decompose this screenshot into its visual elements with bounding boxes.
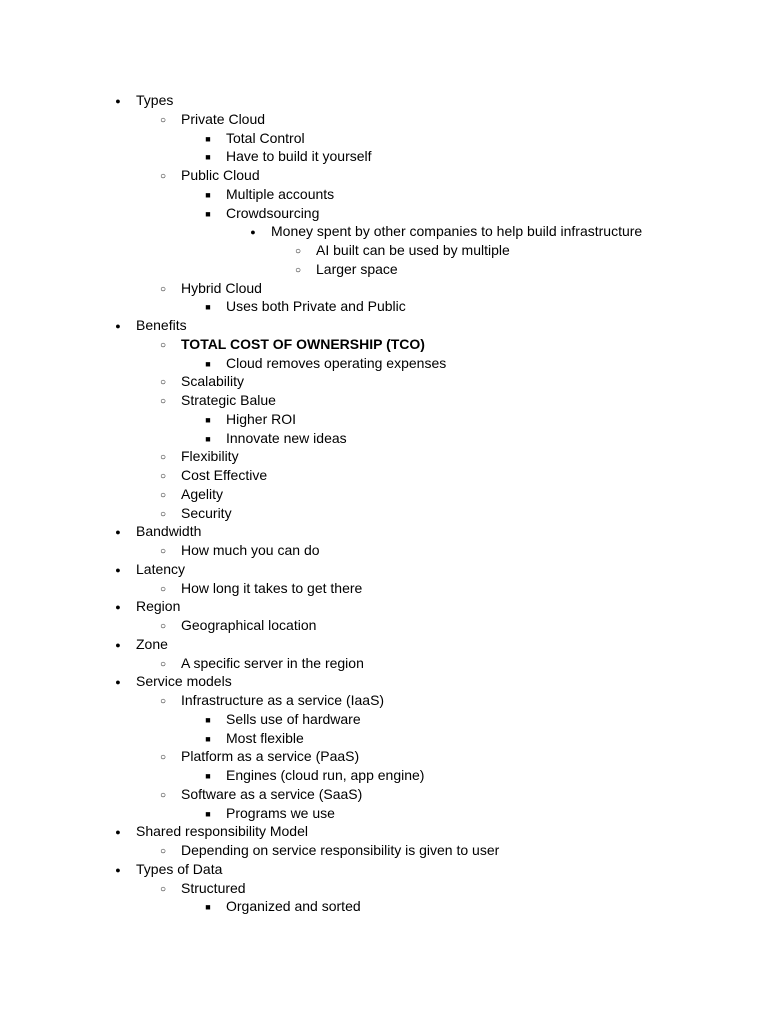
list-item (0, 241, 768, 260)
circle-bullet-icon (156, 372, 170, 393)
list-item-text: Types of Data (136, 860, 223, 877)
circle-bullet-icon (156, 447, 170, 468)
disc-bullet-icon (111, 522, 125, 542)
list-item (0, 429, 768, 448)
list-item (0, 297, 768, 316)
list-item (0, 672, 768, 691)
list-item (0, 391, 768, 410)
list-item-text: AI built can be used by multiple (316, 242, 510, 258)
list-item-text: Service models (136, 673, 232, 690)
list-item (0, 691, 768, 710)
list-item-text: How long it takes to get there (181, 579, 363, 596)
square-bullet-icon (201, 897, 215, 917)
list-item-text: Hybrid Cloud (181, 279, 262, 296)
list-item (0, 616, 768, 635)
list-item (0, 729, 768, 748)
list-item-text: Software as a service (SaaS) (181, 785, 363, 802)
circle-bullet-icon (156, 541, 170, 562)
list-item-text: Depending on service responsibility is given to user (181, 842, 500, 858)
list-item-text: Infrastructure as a service (IaaS) (181, 692, 385, 708)
list-item (0, 372, 768, 391)
list-item (0, 410, 768, 429)
circle-bullet-icon (156, 747, 170, 768)
disc-bullet-icon (111, 597, 125, 617)
circle-bullet-icon (156, 785, 170, 806)
list-item-text: Innovate new ideas (226, 429, 347, 446)
list-item-text: Total Control (226, 129, 305, 146)
list-item-text: Structured (181, 879, 246, 896)
list-item-text: Sells use of hardware (226, 710, 361, 727)
list-item-text: Geographical location (181, 617, 317, 633)
list-item-text: Latency (136, 560, 186, 577)
list-item-text: Public Cloud (181, 167, 260, 183)
disc-bullet-icon (111, 860, 125, 880)
list-item-text: Region (136, 598, 181, 615)
list-item (0, 335, 768, 354)
list-item (0, 860, 768, 879)
list-item-text: Scalability (181, 373, 245, 390)
list-item-text: Flexibility (181, 448, 239, 465)
square-bullet-icon (201, 204, 215, 224)
disc-bullet-icon (111, 560, 125, 580)
list-item-text: Organized and sorted (226, 898, 361, 915)
list-item (0, 879, 768, 898)
square-bullet-icon (201, 129, 215, 149)
list-item-text: Private Cloud (181, 110, 266, 127)
list-item-text: Types (136, 92, 174, 108)
square-bullet-icon (201, 147, 215, 167)
list-item (0, 166, 768, 185)
list-item (0, 560, 768, 579)
list-item-text: A specific server in the region (181, 654, 364, 671)
square-bullet-icon (201, 729, 215, 749)
list-item-text: Engines (cloud run, app engine) (226, 767, 425, 783)
list-item (0, 147, 768, 166)
list-item-text: Agelity (181, 485, 224, 502)
list-item-text: Cost Effective (181, 467, 268, 483)
list-item-text: Cloud removes operating expenses (226, 354, 447, 371)
list-item (0, 204, 768, 223)
list-item (0, 129, 768, 148)
square-bullet-icon (201, 804, 215, 824)
list-item (0, 841, 768, 860)
square-bullet-icon (201, 297, 215, 317)
square-bullet-icon (201, 410, 215, 430)
list-item-text: Strategic Balue (181, 392, 276, 408)
square-bullet-icon (201, 710, 215, 730)
list-item (0, 222, 768, 241)
list-item-text: Programs we use (226, 804, 335, 821)
list-item (0, 766, 768, 785)
list-item (0, 897, 768, 916)
circle-bullet-icon (156, 616, 170, 637)
circle-bullet-icon (156, 691, 170, 712)
document-outline (0, 91, 768, 916)
list-item (0, 785, 768, 804)
list-item-text: Money spent by other companies to help build infrastructure (271, 223, 643, 240)
list-item (0, 822, 768, 841)
list-item (0, 110, 768, 129)
list-item-text: How much you can do (181, 542, 320, 558)
list-item (0, 541, 768, 560)
square-bullet-icon (201, 429, 215, 449)
list-item (0, 466, 768, 485)
list-item (0, 635, 768, 654)
circle-bullet-icon (156, 579, 170, 600)
list-item-text: Larger space (316, 260, 398, 277)
list-item (0, 654, 768, 673)
circle-bullet-icon (156, 485, 170, 506)
disc-bullet-icon (111, 822, 125, 842)
list-item (0, 710, 768, 729)
list-item-text: Multiple accounts (226, 185, 335, 202)
disc-bullet-icon (111, 316, 125, 336)
disc-bullet-icon (111, 672, 125, 692)
list-item (0, 279, 768, 298)
disc-bullet-icon (111, 91, 125, 111)
list-item (0, 522, 768, 541)
list-item-text: Benefits (136, 317, 187, 333)
circle-bullet-icon (156, 654, 170, 675)
circle-bullet-icon (291, 241, 305, 262)
list-item (0, 91, 768, 110)
list-item (0, 260, 768, 279)
circle-bullet-icon (156, 466, 170, 487)
list-item (0, 597, 768, 616)
disc-bullet-icon (111, 635, 125, 655)
circle-bullet-icon (156, 110, 170, 131)
list-item-text: Security (181, 504, 232, 521)
list-item-text: Uses both Private and Public (226, 298, 406, 315)
list-item-text: Have to build it yourself (226, 148, 372, 165)
circle-bullet-icon (156, 279, 170, 300)
circle-bullet-icon (291, 260, 305, 281)
list-item-text: Bandwidth (136, 523, 202, 540)
list-item (0, 185, 768, 204)
list-item-text: Zone (136, 635, 168, 652)
circle-bullet-icon (156, 504, 170, 525)
square-bullet-icon (201, 354, 215, 374)
list-item (0, 579, 768, 598)
list-item-text: TOTAL COST OF OWNERSHIP (TCO) (181, 335, 425, 352)
list-item (0, 447, 768, 466)
list-item-text: Platform as a service (PaaS) (181, 748, 360, 765)
circle-bullet-icon (156, 841, 170, 862)
disc-bullet-icon (246, 222, 260, 242)
list-item-text: Most flexible (226, 729, 304, 746)
square-bullet-icon (201, 766, 215, 786)
list-item (0, 804, 768, 823)
list-item (0, 485, 768, 504)
list-item (0, 504, 768, 523)
circle-bullet-icon (156, 391, 170, 412)
list-item-text: Higher ROI (226, 410, 297, 427)
list-item (0, 747, 768, 766)
circle-bullet-icon (156, 879, 170, 900)
list-item-text: Crowdsourcing (226, 204, 320, 221)
list-item (0, 354, 768, 373)
square-bullet-icon (201, 185, 215, 205)
circle-bullet-icon (156, 335, 170, 356)
circle-bullet-icon (156, 166, 170, 187)
list-item-text: Shared responsibility Model (136, 823, 308, 840)
list-item (0, 316, 768, 335)
